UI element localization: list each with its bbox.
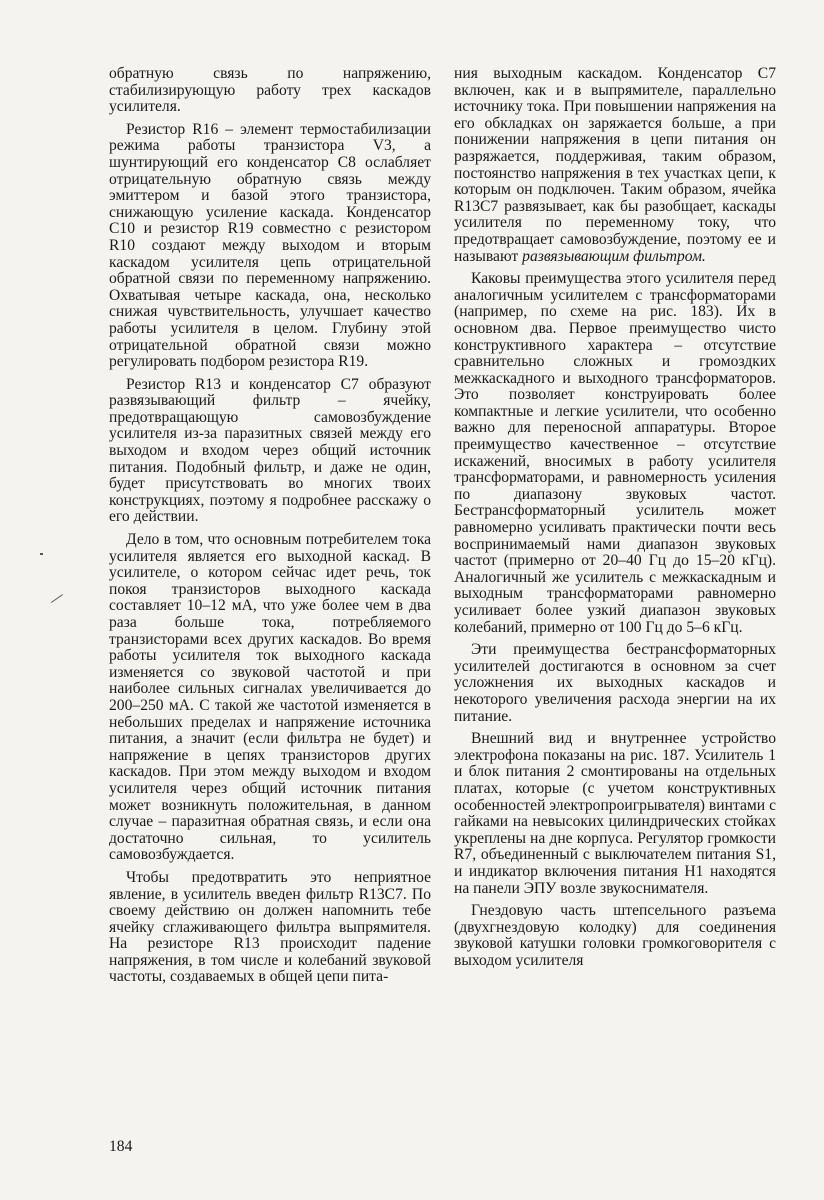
scan-mark <box>51 594 63 603</box>
paragraph: Каковы преимущества этого усилителя перед аналогичным усилителем с трансформаторами (например, по схеме на рис. 183). Их в основном два. Первое преимущество чисто конструктивного характера – отсутствие сравнительно сложных и громоздких межкаскадного и выходного трансформаторов. Это позволяет конструировать более компактные и легкие усилители, что особенно важно для переносной аппаратуры. Второе преимущество качественное – отсутствие искажений, вносимых в работу усилителя трансформаторами, и равномерность усиления по диапазону звуковых частот. Бестрансформаторный усилитель может равномерно усиливать практически почти весь воспринимаемый нами диапазон звуковых частот (примерно от 20–40 Гц до 15–20 кГц). Аналогичный же усилитель с межкаскадным и выходным трансформаторами равномерно усиливает более узкий диапазон звуковых колебаний, примерно от 100 Гц до 5–6 кГц. <box>454 270 776 636</box>
paragraph: Резистор R13 и конденсатор С7 образуют развязывающий фильтр – ячейку, предотвращающую самовозбуждение усилителя из-за паразитных связей между его выходом и входом через общий источник питания. Подобный фильтр, и даже не один, будет присутствовать во многих твоих конструкциях, поэтому я подробнее расскажу о его действии. <box>109 375 431 526</box>
paragraph: Чтобы предотвратить это неприятное явление, в усилитель введен фильтр R13C7. По своему действию он должен напомнить тебе ячейку сглаживающего фильтра выпрямителя. На резисторе R13 происходит падение напряжения, в том числе и колебаний звуковой частоты, создаваемых в общей цепи пита- <box>109 868 431 986</box>
paragraph <box>454 66 776 265</box>
paragraph: обратную связь по напряжению, стабилизирующую работу трех каскадов усилителя. <box>109 65 431 116</box>
right-column <box>454 66 776 969</box>
paragraph-text: ния выходным каскадом. Конденсатор С7 включен, как и в выпрямителе, параллельно источнику тока. При повышении напряжения на его обкладках он заряжается больше, а при понижении напряжения в цепи питания он разряжается, поддерживая, таким образом, постоянство напряжения в тех участках цепи, к которым он подключен. Таким образом, ячейка R13C7 развязывает, как бы разобщает, каскады усилителя по переменному току, что предотвращает самовозбуждение, поэтому ее и называют <box>454 65 776 265</box>
paragraph: Эти преимущества бестрансформаторных усилителей достигаются в основном за счет усложнения их выходных каскадов и некоторого увеличения расхода энергии на их питание. <box>454 641 776 725</box>
left-column <box>109 66 431 986</box>
italic-term: развязывающим фильтром. <box>522 247 706 265</box>
paragraph: Гнездовую часть штепсельного разъема (двухгнездовую колодку) для соединения звуковой катушки головки громкоговорителя с выходом усилителя <box>454 902 776 969</box>
paragraph: Резистор R16 – элемент термостабилизации режима работы транзистора V3, а шунтирующий его конденсатор С8 ослабляет отрицательную обратную связь между эмиттером и базой этого транзистора, снижающую усиление каскада. Конденсатор С10 и резистор R19 совместно с резистором R10 создают между выходом и вторым каскадом усилителя цепь отрицательной обратной связи по переменному напряжению. Охватывая четыре каскада, она, несколько снижая чувствительность, улучшает качество работы усилителя в целом. Глубину этой отрицательной обратной связи можно регулировать подбором резистора R19. <box>109 120 431 371</box>
paragraph: Внешний вид и внутреннее устройство электрофона показаны на рис. 187. Усилитель 1 и блок питания 2 смонтированы на отдельных платах, которые (с учетом конструктивных особенностей электропроигрывателя) винтами с гайками на невысоких цилиндрических стойках укреплены на дне корпуса. Регулятор громкости R7, объединенный с выключателем питания S1, и индикатор включения питания H1 находятся на панели ЭПУ возле звукоснимателя. <box>454 730 776 897</box>
paragraph: Дело в том, что основным потребителем тока усилителя является его выходной каскад. В усилителе, о котором сейчас идет речь, ток покоя транзисторов выходного каскада составляет 10–12 мА, что уже более чем в два раза больше тока, потребляемого транзисторами всех других каскадов. Во время работы усилителя ток выходного каскада изменяется со звуковой частотой и при наиболее сильных сигналах увеличивается до 200–250 мА. С такой же частотой изменяется в небольших пределах и напряжение источника питания, а значит (если фильтра не будет) и напряжение в цепях транзисторов других каскадов. При этом между выходом и входом усилителя через общий источник питания может возникнуть положительная, в данном случае – паразитная обратная связь, и если она достаточно сильная, то усилитель самовозбуждается. <box>109 531 431 864</box>
scan-mark <box>40 553 43 555</box>
page-number: 184 <box>109 1138 133 1155</box>
